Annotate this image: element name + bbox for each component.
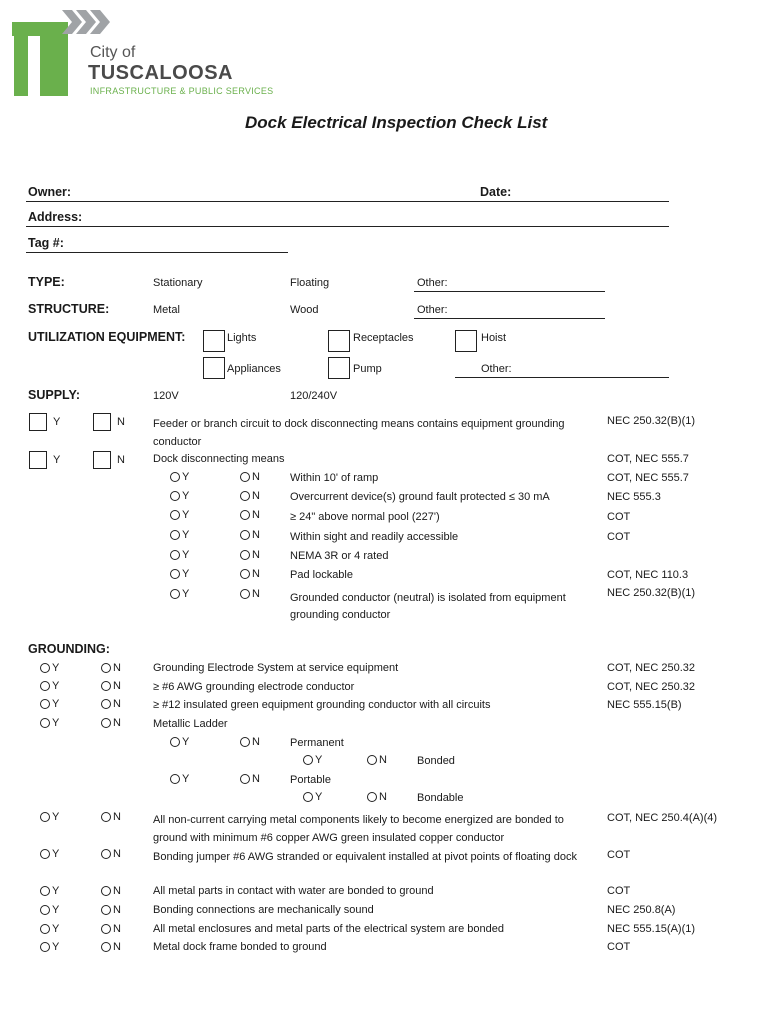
ladder-bonded-no-radio[interactable]: [367, 755, 377, 765]
ladder-bonded-yes[interactable]: Y: [303, 753, 322, 767]
b4-ref: NEC 250.8(A): [607, 904, 676, 916]
supply-120v[interactable]: 120V: [153, 390, 179, 402]
sub7-ref: NEC 250.32(B)(1): [607, 587, 696, 599]
ladder-bonded-yes-radio[interactable]: [303, 755, 313, 765]
receptacles-label: Receptacles: [353, 332, 414, 344]
g4-no-radio[interactable]: [101, 718, 111, 728]
g2-text: ≥ #6 AWG grounding electrode conductor: [153, 681, 355, 693]
sub5-yes[interactable]: Y: [170, 548, 189, 562]
ladder-permanent-yes-radio[interactable]: [170, 737, 180, 747]
b2-no-radio[interactable]: [101, 849, 111, 859]
sub2-yes[interactable]: Y: [170, 489, 189, 503]
sub1-ref: COT, NEC 555.7: [607, 472, 689, 484]
b4-yes-radio[interactable]: [40, 905, 50, 915]
b6-no-radio[interactable]: [101, 942, 111, 952]
pump-label: Pump: [353, 363, 382, 375]
b6-yes-radio[interactable]: [40, 942, 50, 952]
tag-label: Tag #:: [28, 236, 64, 250]
date-label: Date:: [480, 185, 512, 199]
grounding-label: GROUNDING:: [28, 642, 110, 656]
b1-yes[interactable]: Y: [40, 810, 59, 824]
ladder-bondable-yes-radio[interactable]: [303, 792, 313, 802]
ladder-portable-label: Portable: [290, 774, 331, 786]
g4-no[interactable]: N: [101, 716, 121, 730]
structure-label: STRUCTURE:: [28, 302, 110, 316]
b5-no-radio[interactable]: [101, 924, 111, 934]
g1-yes-radio[interactable]: [40, 663, 50, 673]
sub4-no-radio[interactable]: [240, 530, 250, 540]
ladder-bondable-no[interactable]: N: [367, 790, 387, 804]
sub4-no[interactable]: N: [240, 528, 260, 542]
sub3-ref: COT: [607, 511, 631, 523]
hoist-checkbox[interactable]: [455, 330, 477, 352]
ladder-permanent-no-radio[interactable]: [240, 737, 250, 747]
b1-text: All non-current carrying metal components likely to become energized are bonded to ground with minimum #6 copper AWG green insulated copper conductor: [153, 814, 564, 844]
g3-text: ≥ #12 insulated green equipment grounding conductor with all circuits: [153, 699, 491, 711]
g3-no-radio[interactable]: [101, 699, 111, 709]
sub5-no-radio[interactable]: [240, 550, 250, 560]
g2-ref: COT, NEC 250.32: [607, 681, 696, 693]
disconnect-text: Dock disconnecting means: [153, 453, 285, 465]
sub2-yes-radio[interactable]: [170, 491, 180, 501]
lights-checkbox[interactable]: [203, 330, 225, 352]
disconnect-yes-checkbox[interactable]: [29, 451, 47, 469]
g1-no-radio[interactable]: [101, 663, 111, 673]
lights-label: Lights: [227, 332, 257, 344]
b1-no-radio[interactable]: [101, 812, 111, 822]
structure-other-line[interactable]: [414, 318, 605, 319]
b2-text: Bonding jumper #6 AWG stranded or equivalent installed at pivot points of floating dock: [153, 851, 577, 863]
ladder-permanent-no[interactable]: N: [240, 735, 260, 749]
sub6-no-radio[interactable]: [240, 569, 250, 579]
appliances-checkbox[interactable]: [203, 357, 225, 379]
b6-text: Metal dock frame bonded to ground: [153, 941, 327, 953]
utilization-other-label: Other:: [481, 363, 512, 375]
feeder-yes[interactable]: Y: [29, 413, 60, 431]
sub6-yes-radio[interactable]: [170, 569, 180, 579]
sub3-no[interactable]: N: [240, 508, 260, 522]
g2-no[interactable]: N: [101, 679, 121, 693]
g4-yes-radio[interactable]: [40, 718, 50, 728]
sub2-no[interactable]: N: [240, 489, 260, 503]
ladder-bondable-yes[interactable]: Y: [303, 790, 322, 804]
feeder-ref: NEC 250.32(B)(1): [607, 415, 696, 427]
sub7-no[interactable]: N: [240, 587, 260, 601]
g1-no[interactable]: N: [101, 661, 121, 675]
hoist-label: Hoist: [481, 332, 507, 344]
b5-ref: NEC 555.15(A)(1): [607, 923, 696, 935]
sub4-text: Within sight and readily accessible: [290, 531, 459, 543]
sub5-text: NEMA 3R or 4 rated: [290, 550, 389, 562]
b2-yes-radio[interactable]: [40, 849, 50, 859]
disconnect-no-checkbox[interactable]: [93, 451, 111, 469]
sub6-ref: COT, NEC 110.3: [607, 569, 689, 581]
owner-date-line[interactable]: [26, 201, 669, 202]
ladder-portable-yes-radio[interactable]: [170, 774, 180, 784]
b6-ref: COT: [607, 941, 631, 953]
g3-ref: NEC 555.15(B): [607, 699, 682, 711]
ladder-bonded-label: Bonded: [417, 755, 455, 767]
sub2-ref: NEC 555.3: [607, 491, 661, 503]
sub1-no[interactable]: N: [240, 470, 260, 484]
receptacles-checkbox[interactable]: [328, 330, 350, 352]
g2-yes-radio[interactable]: [40, 681, 50, 691]
disconnect-yes[interactable]: Y: [29, 451, 60, 469]
type-floating[interactable]: Floating: [290, 277, 330, 289]
b3-no[interactable]: N: [101, 884, 121, 898]
structure-other-label: Other:: [417, 304, 448, 316]
sub5-no[interactable]: N: [240, 548, 260, 562]
sub2-no-radio[interactable]: [240, 491, 250, 501]
type-stationary[interactable]: Stationary: [153, 277, 203, 289]
sub4-yes[interactable]: Y: [170, 528, 189, 542]
sub3-no-radio[interactable]: [240, 510, 250, 520]
ladder-bondable-no-radio[interactable]: [367, 792, 377, 802]
g4-yes[interactable]: Y: [40, 716, 59, 730]
tag-line[interactable]: [26, 252, 288, 253]
feeder-yes-checkbox[interactable]: [29, 413, 47, 431]
g1-ref: COT, NEC 250.32: [607, 662, 696, 674]
sub7-yes[interactable]: Y: [170, 587, 189, 601]
ladder-portable-yes[interactable]: Y: [170, 772, 189, 786]
sub7-yes-radio[interactable]: [170, 589, 180, 599]
sub1-text: Within 10' of ramp: [290, 472, 379, 484]
ladder-bondable-label: Bondable: [417, 792, 464, 804]
sub7-text: Grounded conductor (neutral) is isolated from equipment grounding conductor: [290, 592, 566, 621]
b1-ref: COT, NEC 250.4(A)(4): [607, 812, 718, 824]
structure-metal[interactable]: Metal: [153, 304, 180, 316]
sub1-yes-radio[interactable]: [170, 472, 180, 482]
sub5-yes-radio[interactable]: [170, 550, 180, 560]
g3-no[interactable]: N: [101, 697, 121, 711]
logo-city-of: City of: [90, 44, 136, 61]
g3-yes[interactable]: Y: [40, 697, 59, 711]
type-label: TYPE:: [28, 275, 65, 289]
feeder-text: Feeder or branch circuit to dock disconnecting means contains equipment grounding conductor: [153, 418, 565, 448]
feeder-no[interactable]: N: [93, 413, 125, 431]
sub1-no-radio[interactable]: [240, 472, 250, 482]
sub4-ref: COT: [607, 531, 631, 543]
g2-yes[interactable]: Y: [40, 679, 59, 693]
logo-name: TUSCALOOSA: [88, 62, 233, 84]
sub4-yes-radio[interactable]: [170, 530, 180, 540]
sub3-yes[interactable]: Y: [170, 508, 189, 522]
g3-yes-radio[interactable]: [40, 699, 50, 709]
logo-department: INFRASTRUCTURE & PUBLIC SERVICES: [90, 86, 274, 96]
sub3-yes-radio[interactable]: [170, 510, 180, 520]
ladder-portable-no[interactable]: N: [240, 772, 260, 786]
b3-text: All metal parts in contact with water are bonded to ground: [153, 885, 434, 897]
b5-yes-radio[interactable]: [40, 924, 50, 934]
b1-yes-radio[interactable]: [40, 812, 50, 822]
b3-yes-radio[interactable]: [40, 886, 50, 896]
ladder-portable-no-radio[interactable]: [240, 774, 250, 784]
ladder-bonded-no[interactable]: N: [367, 753, 387, 767]
g1-yes[interactable]: Y: [40, 661, 59, 675]
g4-text: Metallic Ladder: [153, 718, 228, 730]
pump-checkbox[interactable]: [328, 357, 350, 379]
utilization-label: UTILIZATION EQUIPMENT:: [28, 330, 186, 344]
sub2-text: Overcurrent device(s) ground fault protected ≤ 30 mA: [290, 491, 550, 503]
ladder-permanent-label: Permanent: [290, 737, 344, 749]
b4-no[interactable]: N: [101, 903, 121, 917]
address-line[interactable]: [26, 226, 669, 227]
b5-text: All metal enclosures and metal parts of the electrical system are bonded: [153, 923, 504, 935]
b2-yes[interactable]: Y: [40, 847, 59, 861]
appliances-label: Appliances: [227, 363, 281, 375]
disconnect-ref: COT, NEC 555.7: [607, 453, 689, 465]
utilization-other-line[interactable]: [455, 377, 669, 378]
b2-no[interactable]: N: [101, 847, 121, 861]
b4-text: Bonding connections are mechanically sound: [153, 904, 374, 916]
b3-no-radio[interactable]: [101, 886, 111, 896]
sub3-text: ≥ 24" above normal pool (227'): [290, 511, 440, 523]
sub7-no-radio[interactable]: [240, 589, 250, 599]
b4-no-radio[interactable]: [101, 905, 111, 915]
type-other-label: Other:: [417, 277, 448, 289]
disconnect-no[interactable]: N: [93, 451, 125, 469]
b5-no[interactable]: N: [101, 922, 121, 936]
sub1-yes[interactable]: Y: [170, 470, 189, 484]
b1-no[interactable]: N: [101, 810, 121, 824]
g2-no-radio[interactable]: [101, 681, 111, 691]
ladder-permanent-yes[interactable]: Y: [170, 735, 189, 749]
address-label: Address:: [28, 210, 83, 224]
type-other-line[interactable]: [414, 291, 605, 292]
g1-text: Grounding Electrode System at service equipment: [153, 662, 399, 674]
b4-yes[interactable]: Y: [40, 903, 59, 917]
b6-yes[interactable]: Y: [40, 940, 59, 954]
structure-wood[interactable]: Wood: [290, 304, 319, 316]
owner-label: Owner:: [28, 185, 72, 199]
b5-yes[interactable]: Y: [40, 922, 59, 936]
b2-ref: COT: [607, 849, 631, 861]
supply-label: SUPPLY:: [28, 388, 81, 402]
page-title: Dock Electrical Inspection Check List: [245, 113, 548, 132]
feeder-no-checkbox[interactable]: [93, 413, 111, 431]
b3-yes[interactable]: Y: [40, 884, 59, 898]
sub6-text: Pad lockable: [290, 569, 353, 581]
supply-120-240v[interactable]: 120/240V: [290, 390, 338, 402]
sub6-yes[interactable]: Y: [170, 567, 189, 581]
b6-no[interactable]: N: [101, 940, 121, 954]
b3-ref: COT: [607, 885, 631, 897]
sub6-no[interactable]: N: [240, 567, 260, 581]
